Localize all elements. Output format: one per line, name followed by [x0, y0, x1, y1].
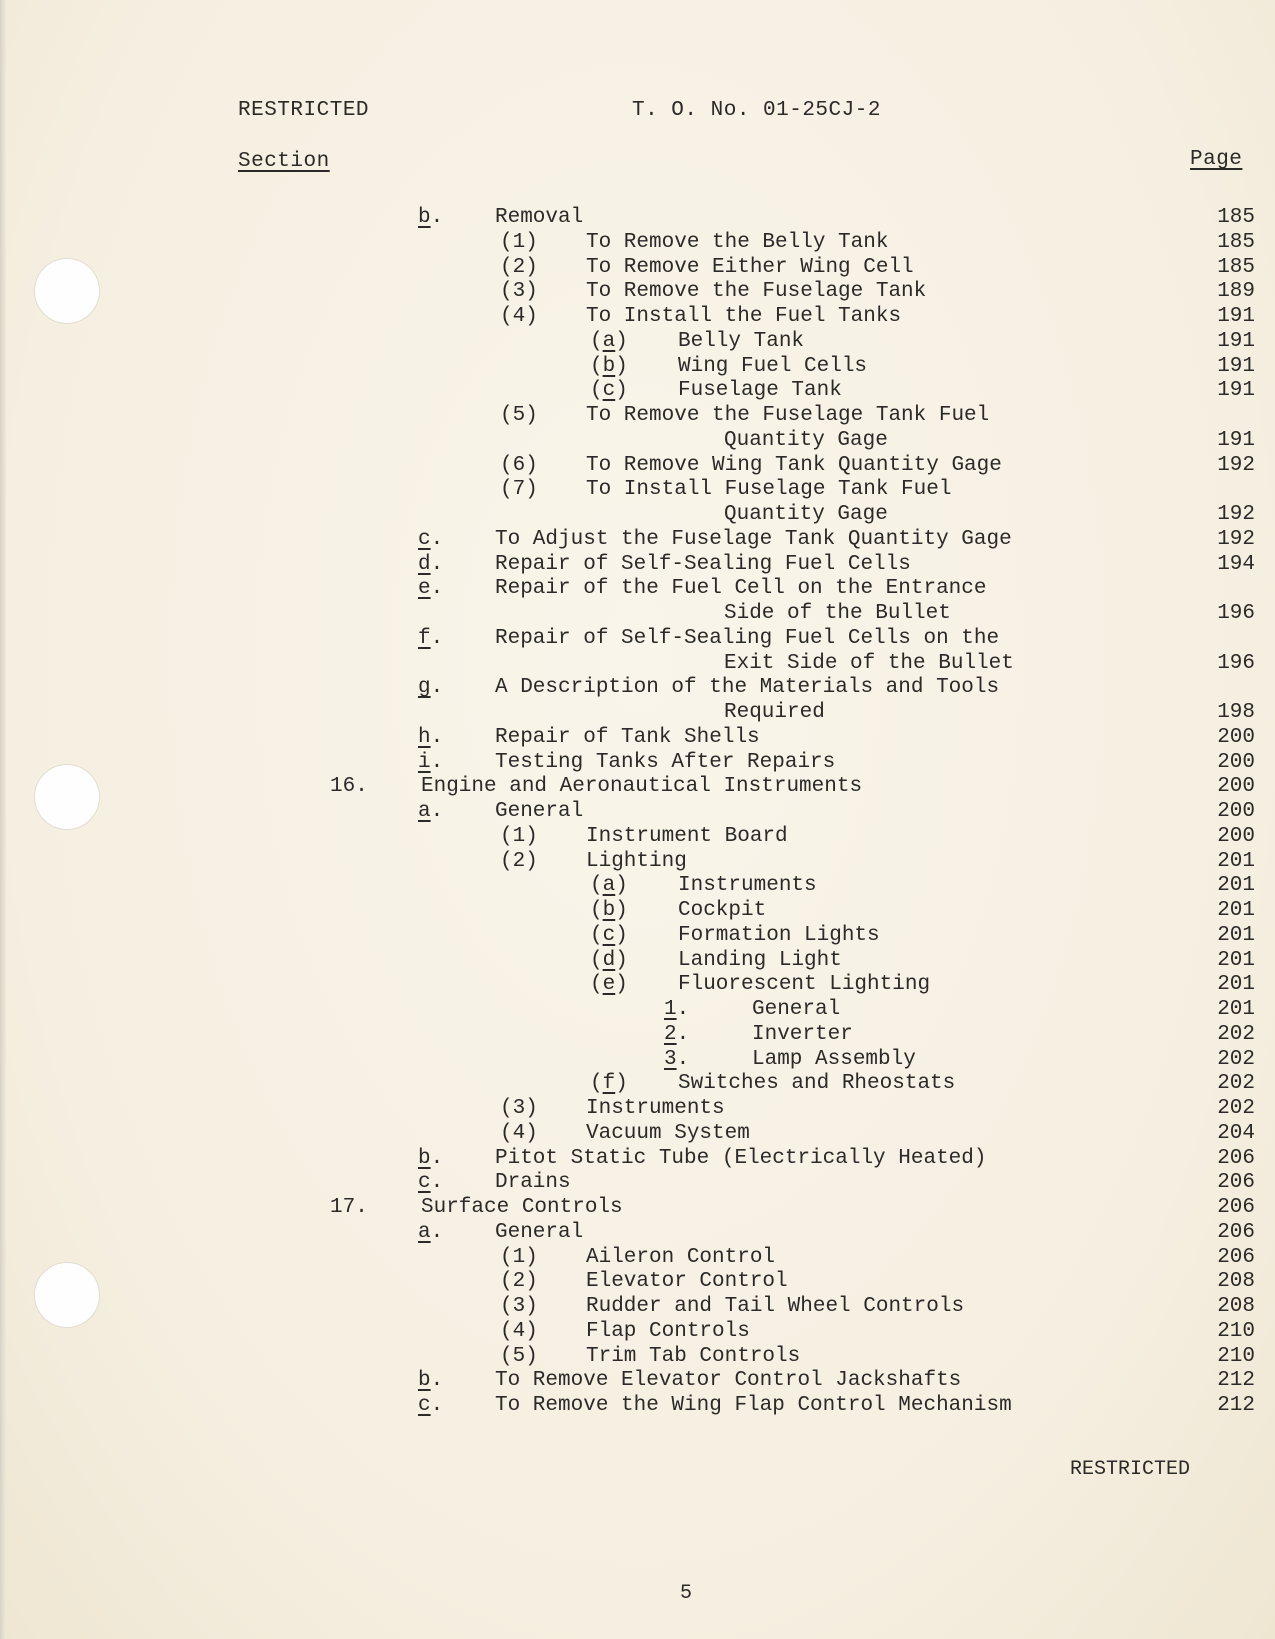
toc-entry: [0, 627, 1275, 652]
toc-entry: [0, 1147, 1275, 1172]
toc-entry-page: 191: [1217, 379, 1255, 403]
toc-entry-title: Instruments: [678, 874, 817, 898]
toc-entry-page: 200: [1217, 824, 1255, 848]
toc-entry-number: (1): [500, 230, 538, 254]
toc-entry-number: 3.: [664, 1047, 690, 1071]
toc-entry-title: Testing Tanks After Repairs: [495, 750, 836, 774]
toc-entry: [0, 726, 1275, 751]
section-column-header: Section: [238, 150, 330, 173]
toc-entry-title: To Remove Elevator Control Jackshafts: [495, 1369, 962, 1393]
toc-entry-number: h.: [418, 725, 444, 749]
toc-entry-title: A Description of the Materials and Tools: [495, 676, 1000, 700]
toc-entry-title: To Remove the Fuselage Tank Fuel: [586, 404, 990, 427]
toc-entry-title: Engine and Aeronautical Instruments: [421, 775, 863, 799]
toc-entry: [0, 330, 1275, 355]
toc-entry-number: (1): [500, 824, 538, 848]
toc-entry-page: 210: [1217, 1344, 1255, 1368]
toc-entry: [0, 1171, 1275, 1196]
toc-entry-number: (1): [500, 1245, 538, 1269]
toc-entry-number: c.: [418, 1394, 444, 1417]
toc-entry-title: Pitot Static Tube (Electrically Heated): [495, 1146, 987, 1170]
toc-entry-number: 2.: [664, 1022, 690, 1046]
toc-entry: [0, 676, 1275, 701]
toc-entry-title: Repair of Self-Sealing Fuel Cells on the: [495, 626, 1000, 650]
toc-entry-title: To Remove Either Wing Cell: [586, 255, 914, 279]
classification-header-left: RESTRICTED: [238, 99, 370, 122]
toc-entry-title: Side of the Bullet: [724, 602, 951, 625]
toc-entry-number: (e): [590, 973, 628, 997]
classification-footer-right: RESTRICTED: [1070, 1458, 1191, 1481]
toc-entry-number: (3): [500, 280, 538, 304]
toc-entry: [0, 305, 1275, 330]
toc-entry-page: 191: [1217, 428, 1255, 452]
toc-entry-title: Quantity Gage: [724, 428, 888, 452]
toc-entry: [0, 429, 1275, 454]
toc-entry-page: 191: [1217, 329, 1255, 353]
toc-entry-number: (7): [500, 478, 538, 502]
toc-entry-title: Belly Tank: [678, 329, 805, 353]
toc-entry-number: b.: [418, 1369, 444, 1393]
toc-entry-number: (2): [500, 255, 538, 279]
toc-entry-number: (b): [590, 899, 628, 922]
toc-entry-number: c.: [418, 1171, 444, 1195]
toc-entry: [0, 701, 1275, 726]
toc-entry-page: 196: [1217, 602, 1255, 625]
toc-entry-page: 200: [1217, 775, 1255, 799]
toc-entry-page: 185: [1217, 255, 1255, 279]
toc-entry-page: 202: [1217, 1047, 1255, 1071]
toc-entry-number: (c): [590, 379, 628, 403]
toc-entry-page: 202: [1217, 1097, 1255, 1120]
toc-entry-number: b.: [418, 206, 444, 229]
toc-entry-number: (2): [500, 849, 538, 873]
toc-entry-title: Switches and Rheostats: [678, 1072, 956, 1096]
toc-entry-title: Required: [724, 701, 825, 724]
page-number: 5: [680, 1582, 693, 1605]
toc-entry-title: Aileron Control: [586, 1245, 776, 1269]
toc-entry-title: Drains: [495, 1171, 571, 1195]
toc-entry-page: 201: [1217, 874, 1255, 898]
toc-entry: [0, 850, 1275, 875]
toc-entry-number: c.: [418, 527, 444, 551]
toc-entry: [0, 1369, 1275, 1394]
toc-entry-page: 191: [1217, 354, 1255, 378]
toc-entry-page: 206: [1217, 1245, 1255, 1269]
toc-entry: [0, 503, 1275, 528]
toc-entry-number: b.: [418, 1146, 444, 1170]
toc-entry-title: Vacuum System: [586, 1121, 750, 1145]
toc-entry: [0, 1394, 1275, 1419]
toc-entry-number: (4): [500, 305, 538, 328]
toc-entry-title: To Install Fuselage Tank Fuel: [586, 478, 952, 502]
toc-entry-number: (c): [590, 923, 628, 947]
toc-entry: [0, 1097, 1275, 1122]
toc-entry-title: Inverter: [752, 1022, 853, 1046]
toc-entry-number: a.: [418, 800, 444, 823]
toc-entry-page: 185: [1217, 230, 1255, 254]
toc-entry-title: General: [752, 998, 841, 1021]
toc-entry-title: Repair of the Fuel Cell on the Entrance: [495, 577, 987, 601]
toc-entry-title: To Install the Fuel Tanks: [586, 305, 902, 328]
toc-entry: [0, 379, 1275, 404]
toc-entry-title: Fluorescent Lighting: [678, 973, 931, 997]
toc-entry-number: 17.: [330, 1196, 368, 1219]
toc-entry: [0, 998, 1275, 1023]
page-column-header: Page: [1190, 148, 1243, 171]
toc-entry: [0, 1072, 1275, 1097]
toc-entry: [0, 1122, 1275, 1147]
toc-entry-title: Formation Lights: [678, 923, 880, 947]
toc-entry-title: Trim Tab Controls: [586, 1344, 801, 1368]
toc-entry-page: 212: [1217, 1369, 1255, 1393]
toc-entry: [0, 602, 1275, 627]
toc-entry-title: Surface Controls: [421, 1196, 623, 1219]
toc-entry-title: Quantity Gage: [724, 503, 888, 526]
toc-entry-page: 200: [1217, 725, 1255, 749]
toc-entry-number: (a): [590, 874, 628, 898]
toc-entry-page: 201: [1217, 923, 1255, 947]
toc-entry-number: g.: [418, 676, 444, 700]
toc-entry-title: General: [495, 1220, 584, 1244]
toc-entry: [0, 280, 1275, 305]
toc-entry-title: Repair of Self-Sealing Fuel Cells: [495, 552, 911, 576]
table-of-contents: [0, 206, 1275, 1419]
toc-entry-number: (5): [500, 1344, 538, 1368]
toc-entry-page: 192: [1217, 527, 1255, 551]
toc-entry-number: a.: [418, 1220, 444, 1244]
toc-entry-number: (f): [590, 1072, 628, 1096]
toc-entry: [0, 206, 1275, 231]
document-number: T. O. No. 01-25CJ-2: [632, 99, 881, 122]
toc-entry-title: Exit Side of the Bullet: [724, 651, 1014, 675]
toc-entry: [0, 924, 1275, 949]
toc-entry-title: Lamp Assembly: [752, 1047, 916, 1071]
toc-entry-page: 206: [1217, 1171, 1255, 1195]
toc-entry: [0, 825, 1275, 850]
toc-entry-number: e.: [418, 577, 444, 601]
toc-entry-title: Instruments: [586, 1097, 725, 1120]
toc-entry-title: Flap Controls: [586, 1319, 750, 1343]
toc-entry-title: To Remove the Wing Flap Control Mechanism: [495, 1394, 1012, 1417]
toc-entry-title: Elevator Control: [586, 1270, 788, 1294]
toc-entry-number: f.: [418, 626, 444, 650]
toc-entry-number: (a): [590, 329, 628, 353]
toc-entry-number: (3): [500, 1295, 538, 1318]
toc-entry: [0, 1345, 1275, 1370]
toc-entry-page: 202: [1217, 1072, 1255, 1096]
toc-entry-number: 1.: [664, 998, 690, 1021]
toc-entry-page: 208: [1217, 1270, 1255, 1294]
toc-entry-page: 189: [1217, 280, 1255, 304]
toc-entry-number: (6): [500, 453, 538, 477]
toc-entry: [0, 973, 1275, 998]
toc-entry-title: Repair of Tank Shells: [495, 725, 760, 749]
toc-entry-number: 16.: [330, 775, 368, 799]
toc-entry: [0, 355, 1275, 380]
toc-entry-number: (3): [500, 1097, 538, 1120]
toc-entry-page: 194: [1217, 552, 1255, 576]
toc-entry: [0, 454, 1275, 479]
toc-entry-page: 198: [1217, 701, 1255, 724]
toc-entry-title: To Remove the Fuselage Tank: [586, 280, 927, 304]
toc-entry: [0, 1320, 1275, 1345]
toc-entry-number: i.: [418, 750, 444, 774]
toc-entry-page: 200: [1217, 750, 1255, 774]
toc-entry-page: 206: [1217, 1146, 1255, 1170]
toc-entry: [0, 1196, 1275, 1221]
toc-entry-page: 185: [1217, 206, 1255, 229]
toc-entry: [0, 1295, 1275, 1320]
toc-entry: [0, 1246, 1275, 1271]
toc-entry-title: Lighting: [586, 849, 687, 873]
toc-entry: [0, 800, 1275, 825]
toc-entry: [0, 1023, 1275, 1048]
toc-entry-page: 210: [1217, 1319, 1255, 1343]
toc-entry-title: General: [495, 800, 584, 823]
toc-entry: [0, 1048, 1275, 1073]
toc-entry-page: 201: [1217, 948, 1255, 972]
toc-entry: [0, 949, 1275, 974]
toc-entry-page: 206: [1217, 1220, 1255, 1244]
toc-entry-page: 191: [1217, 305, 1255, 328]
toc-entry-number: (b): [590, 354, 628, 378]
toc-entry-number: (4): [500, 1121, 538, 1145]
toc-entry: [0, 652, 1275, 677]
toc-entry-page: 196: [1217, 651, 1255, 675]
toc-entry-title: Landing Light: [678, 948, 842, 972]
toc-entry-number: d.: [418, 552, 444, 576]
toc-entry-number: (4): [500, 1319, 538, 1343]
toc-entry-page: 212: [1217, 1394, 1255, 1417]
toc-entry-number: (2): [500, 1270, 538, 1294]
toc-entry: [0, 528, 1275, 553]
toc-entry-title: Cockpit: [678, 899, 767, 922]
toc-entry-page: 200: [1217, 800, 1255, 823]
toc-entry-title: Wing Fuel Cells: [678, 354, 868, 378]
toc-entry-title: Removal: [495, 206, 584, 229]
toc-entry-title: To Adjust the Fuselage Tank Quantity Gage: [495, 527, 1012, 551]
toc-entry: [0, 751, 1275, 776]
toc-entry-page: 192: [1217, 503, 1255, 526]
toc-entry: [0, 404, 1275, 429]
toc-entry-number: (5): [500, 404, 538, 427]
toc-entry-page: 201: [1217, 998, 1255, 1021]
toc-entry: [0, 553, 1275, 578]
toc-entry: [0, 256, 1275, 281]
toc-entry-page: 208: [1217, 1295, 1255, 1318]
toc-entry: [0, 231, 1275, 256]
toc-entry: [0, 874, 1275, 899]
toc-entry-number: (d): [590, 948, 628, 972]
toc-entry-page: 206: [1217, 1196, 1255, 1219]
toc-entry-title: Rudder and Tail Wheel Controls: [586, 1295, 965, 1318]
toc-entry-page: 192: [1217, 453, 1255, 477]
toc-entry: [0, 1270, 1275, 1295]
toc-entry-title: Fuselage Tank: [678, 379, 842, 403]
toc-entry: [0, 775, 1275, 800]
toc-entry: [0, 1221, 1275, 1246]
toc-entry: [0, 478, 1275, 503]
toc-entry: [0, 899, 1275, 924]
toc-entry: [0, 577, 1275, 602]
toc-entry-page: 201: [1217, 899, 1255, 922]
toc-entry-page: 202: [1217, 1022, 1255, 1046]
toc-entry-page: 201: [1217, 849, 1255, 873]
toc-entry-page: 204: [1217, 1121, 1255, 1145]
toc-entry-title: Instrument Board: [586, 824, 788, 848]
toc-entry-page: 201: [1217, 973, 1255, 997]
toc-entry-title: To Remove the Belly Tank: [586, 230, 889, 254]
toc-entry-title: To Remove Wing Tank Quantity Gage: [586, 453, 1002, 477]
